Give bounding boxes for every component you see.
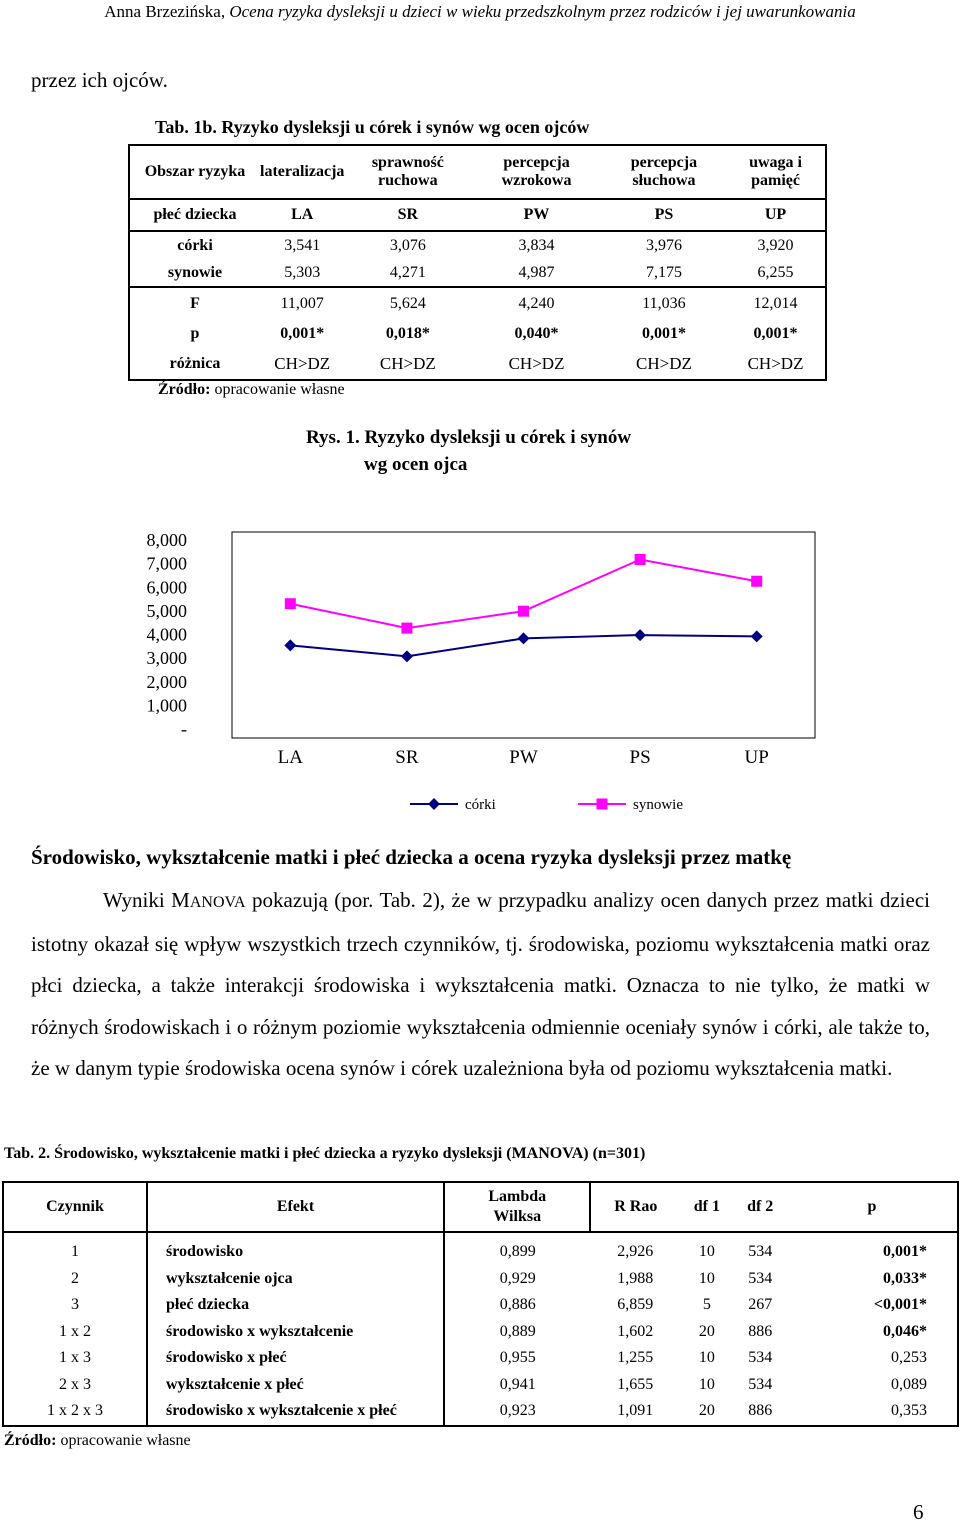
paragraph-part1: Wyniki M — [103, 888, 190, 912]
table2-cell-df2: 267 — [748, 1296, 773, 1314]
table2-cell-effect: płeć dziecka — [147, 1292, 444, 1319]
y-tick-label: 7,000 — [146, 553, 187, 574]
data-point — [635, 554, 646, 565]
table2-row — [3, 1398, 958, 1426]
data-point — [284, 639, 296, 651]
table1-header-cell: percepcja słuchowa — [602, 145, 726, 199]
table1-header-cell: percepcja wzrokowa — [471, 145, 602, 199]
table2-cell-rrao: 1,091 — [590, 1398, 680, 1426]
table2-spacer-cell — [3, 1232, 147, 1239]
table2-source — [4, 1432, 191, 1450]
table2-cell-factor: 1 x 3 — [3, 1345, 147, 1372]
y-tick-label: 1,000 — [146, 695, 187, 716]
chart-legend — [410, 797, 683, 813]
table2-header-cell: df 1 — [680, 1182, 733, 1232]
table2-cell-rrao: 1,602 — [617, 1322, 654, 1340]
table1 — [128, 144, 827, 381]
header-author: Anna Brzezińska, — [104, 2, 230, 21]
table2-spacer-cell — [787, 1232, 958, 1239]
table1-row — [129, 259, 826, 287]
legend-label: synowie — [633, 797, 683, 813]
table1-cell: 0,001* — [726, 319, 826, 349]
table2-header-cell: df 2 — [734, 1182, 787, 1232]
table2-body — [3, 1239, 958, 1426]
table2-header-lambda: Lambda Wilksa — [488, 1188, 547, 1225]
table2-cell-rrao: 1,988 — [617, 1269, 654, 1287]
table2-cell-factor: 1 x 2 x 3 — [3, 1398, 147, 1426]
table2-cell-factor: 1 x 2 — [3, 1319, 147, 1346]
table1-row — [129, 231, 826, 259]
x-tick-label: UP — [744, 747, 769, 768]
table1-cell: 5,624 — [389, 294, 426, 312]
table2-cell-df1: 10 — [698, 1269, 715, 1287]
table2-spacer-cell — [734, 1232, 787, 1239]
series-line-1 — [290, 559, 756, 628]
y-tick-label: 3,000 — [146, 648, 187, 669]
y-tick-label: 5,000 — [146, 600, 187, 621]
table2-spacer-cell — [147, 1232, 444, 1239]
table2-spacer-cell — [590, 1232, 680, 1239]
table1-row — [129, 349, 826, 380]
table2-cell-lambda: 0,886 — [499, 1296, 536, 1314]
section-heading: Środowisko, wykształcenie matki i płeć dziecka a ocena ryzyka dysleksji przez matkę — [31, 845, 792, 869]
table2-cell-df1: 10 — [698, 1349, 715, 1367]
table1-cell: 4,240 — [518, 294, 555, 312]
table2-cell-lambda: 0,941 — [499, 1375, 536, 1393]
table1-cell: CH>DZ — [260, 349, 344, 380]
y-tick-label: 6,000 — [146, 577, 187, 598]
table2-cell-lambda: 0,889 — [499, 1322, 536, 1340]
table1-codes-label: płeć dziecka — [129, 199, 260, 231]
y-tick-labels — [147, 530, 188, 739]
table1-cell: 3,834 — [518, 236, 555, 254]
table2-header-cell: R Rao — [590, 1182, 680, 1232]
y-tick-label: - — [181, 719, 187, 739]
legend-marker — [597, 799, 608, 810]
data-point — [751, 576, 762, 587]
table2-row — [3, 1266, 958, 1293]
table2-cell-lambda: 0,923 — [444, 1398, 590, 1426]
table1-cell: 3,076 — [389, 236, 426, 254]
table1-header-cell: uwaga i pamięć — [726, 145, 826, 199]
table2-cell-effect: środowisko x wykształcenie — [147, 1319, 444, 1346]
table2-cell-factor: 3 — [3, 1292, 147, 1319]
table1-cell: 6,255 — [726, 259, 826, 287]
table1-row-label: córki — [129, 231, 260, 259]
table2-cell-rrao: 6,859 — [617, 1296, 654, 1314]
table2-cell-p: 0,001* — [787, 1239, 958, 1266]
table2-spacer-row — [3, 1232, 958, 1239]
table2-cell-lambda: 0,899 — [499, 1243, 536, 1261]
paragraph-smallcaps: ANOVA — [189, 894, 246, 911]
legend-label: córki — [465, 797, 496, 813]
table1-code: PS — [602, 199, 726, 231]
table1-caption-prefix: Tab. 1b. — [155, 117, 217, 137]
table1-cell: 0,001* — [641, 325, 686, 342]
table2-row — [3, 1345, 958, 1372]
table1-cell: 4,271 — [344, 259, 471, 287]
lead-text: przez ich ojców. — [31, 68, 168, 92]
running-header — [0, 2, 960, 22]
table2-cell-effect: środowisko — [147, 1239, 444, 1266]
table1-code: UP — [726, 199, 826, 231]
table2-cell-factor: 1 — [3, 1239, 147, 1266]
table2-cell-p: 0,033* — [787, 1266, 958, 1293]
table2-cell-df2: 886 — [734, 1398, 787, 1426]
table2-row — [3, 1372, 958, 1399]
table1-source — [158, 381, 345, 399]
table2-cell-p: 0,253 — [787, 1345, 958, 1372]
table1-cell: 3,541 — [284, 236, 321, 254]
table1-cell: 3,920 — [726, 231, 826, 259]
table2-cell-effect: środowisko x wykształcenie x płeć — [147, 1398, 444, 1426]
data-point — [401, 623, 412, 634]
table1-cell: CH>DZ — [344, 349, 471, 380]
table2-cell-p: 0,046* — [787, 1319, 958, 1346]
series-lines — [284, 554, 762, 662]
table2-spacer-cell — [444, 1232, 590, 1239]
table2-source-text: opracowanie własne — [56, 1432, 191, 1449]
body-paragraph — [31, 880, 930, 1090]
table2-spacer-cell — [680, 1232, 733, 1239]
table1-cell: 11,007 — [280, 294, 324, 312]
table2-cell-factor: 2 — [3, 1266, 147, 1293]
table2-cell-df1: 20 — [698, 1322, 715, 1340]
table2-row — [3, 1319, 958, 1346]
table1-cell: 5,303 — [260, 259, 344, 287]
data-point — [518, 606, 529, 617]
legend-marker — [428, 798, 440, 810]
figure-title-line2: wg ocen ojca — [364, 454, 468, 475]
table2-cell-df2: 886 — [748, 1322, 773, 1340]
table2-cell-lambda: 0,955 — [499, 1349, 536, 1367]
x-tick-label: SR — [395, 747, 419, 768]
table2-cell-rrao: 1,655 — [617, 1375, 654, 1393]
table2-cell-df1: 10 — [698, 1375, 715, 1393]
table1-source-text: opracowanie własne — [210, 381, 345, 398]
table1-cell: CH>DZ — [602, 349, 726, 380]
table2-cell-p: 0,089 — [787, 1372, 958, 1399]
header-title: Ocena ryzyka dysleksji u dzieci w wieku przedszkolnym przez rodziców i jej uwarunkowania — [229, 2, 856, 21]
data-point — [634, 629, 646, 641]
figure-title-line1: Rys. 1. Ryzyko dysleksji u córek i synów — [306, 427, 632, 448]
table2-cell-lambda: 0,929 — [499, 1269, 536, 1287]
table1-row — [129, 287, 826, 319]
table2 — [2, 1181, 959, 1427]
x-tick-label: PW — [509, 747, 538, 768]
table2-source-label: Źródło: — [4, 1432, 57, 1449]
table2-cell-df2: 534 — [748, 1375, 773, 1393]
x-tick-label: LA — [277, 747, 303, 768]
y-tick-label: 8,000 — [146, 530, 187, 550]
table1-cell: CH>DZ — [471, 349, 602, 380]
table2-cell-df1: 10 — [698, 1243, 715, 1261]
table1-cell: 4,987 — [471, 259, 602, 287]
table1-caption — [155, 117, 589, 138]
table1-row-label: p — [129, 319, 260, 349]
table2-row — [3, 1292, 958, 1319]
table1-code: LA — [260, 199, 344, 231]
table1-cell: 0,040* — [514, 325, 559, 342]
table1-header-cell: lateralizacja — [260, 145, 344, 199]
table1-caption-text: Ryzyko dysleksji u córek i synów wg ocen ojców — [216, 117, 590, 137]
figure-title — [306, 424, 631, 478]
data-point — [518, 632, 530, 644]
table1-cell: 7,175 — [602, 259, 726, 287]
table1-header-cell: Obszar ryzyka — [129, 145, 260, 199]
table2-cell-df2: 534 — [748, 1349, 773, 1367]
table1-row-label: różnica — [129, 349, 260, 380]
table1-code: PW — [471, 199, 602, 231]
table1-source-label: Źródło: — [158, 381, 211, 398]
table2-cell-df1: 20 — [680, 1398, 733, 1426]
table2-cell-factor: 2 x 3 — [3, 1372, 147, 1399]
table2-cell-p: 0,353 — [787, 1398, 958, 1426]
data-point — [285, 598, 296, 609]
table1-row — [129, 319, 826, 349]
data-point — [751, 630, 763, 642]
table1-cell: 3,976 — [645, 236, 682, 254]
table2-header-cell — [444, 1182, 590, 1232]
table1-cell: 0,018* — [385, 325, 430, 342]
table2-cell-rrao: 2,926 — [617, 1243, 654, 1261]
page-number: 6 — [913, 1500, 924, 1524]
table1-cell: 12,014 — [726, 287, 826, 319]
table1-cell: CH>DZ — [726, 349, 826, 380]
table2-header-row — [3, 1182, 958, 1232]
table2-cell-effect: wykształcenie x płeć — [147, 1372, 444, 1399]
paragraph-part2: pokazują (por. Tab. 2), że w przypadku analizy ocen danych przez matki dzieci istotny okazał się wpływ wszystkich trzech czynników, tj. środowiska, poziomu wykształcenia matki oraz płci dziecka, a także interakcji środowiska i wykształcenia matki. Oznacza to nie tylko, że matki w różnych środowiskach i o różnym poziomie wykształcenia odmiennie oceniały synów i córki, ale także to, że w danym typie środowiska ocena synów i córek uzależniona była od poziomu wykształcenia matki. — [31, 888, 930, 1080]
table2-cell-effect: środowisko x płeć — [147, 1345, 444, 1372]
table2-header-cell: p — [787, 1182, 958, 1232]
table2-cell-effect: wykształcenie ojca — [147, 1266, 444, 1293]
table2-cell-p: <0,001* — [787, 1292, 958, 1319]
table1-cell: 11,036 — [642, 294, 686, 312]
table2-cell-df1: 5 — [702, 1296, 711, 1314]
y-tick-label: 4,000 — [146, 624, 187, 645]
y-tick-label: 2,000 — [146, 671, 187, 692]
table1-header-row — [129, 145, 826, 199]
table1-code: SR — [344, 199, 471, 231]
table1-cell: 0,001* — [280, 325, 325, 342]
line-chart — [0, 500, 960, 830]
table1-row-label: synowie — [129, 259, 260, 287]
table2-caption: Tab. 2. Środowisko, wykształcenie matki i płeć dziecka a ryzyko dysleksji (MANOVA) (n=301) — [4, 1145, 646, 1162]
table1-row-label: F — [129, 287, 260, 319]
table2-cell-df2: 534 — [748, 1243, 773, 1261]
table2-header-cell: Czynnik — [3, 1182, 147, 1232]
table2-cell-df2: 534 — [748, 1269, 773, 1287]
table2-cell-rrao: 1,255 — [617, 1349, 654, 1367]
table1-header-cell: sprawność ruchowa — [344, 145, 471, 199]
x-tick-label: PS — [629, 747, 651, 768]
table2-row — [3, 1239, 958, 1266]
table1-codes-row — [129, 199, 826, 231]
x-tick-labels — [278, 747, 769, 768]
data-point — [401, 650, 413, 662]
table2-header-cell: Efekt — [147, 1182, 444, 1232]
